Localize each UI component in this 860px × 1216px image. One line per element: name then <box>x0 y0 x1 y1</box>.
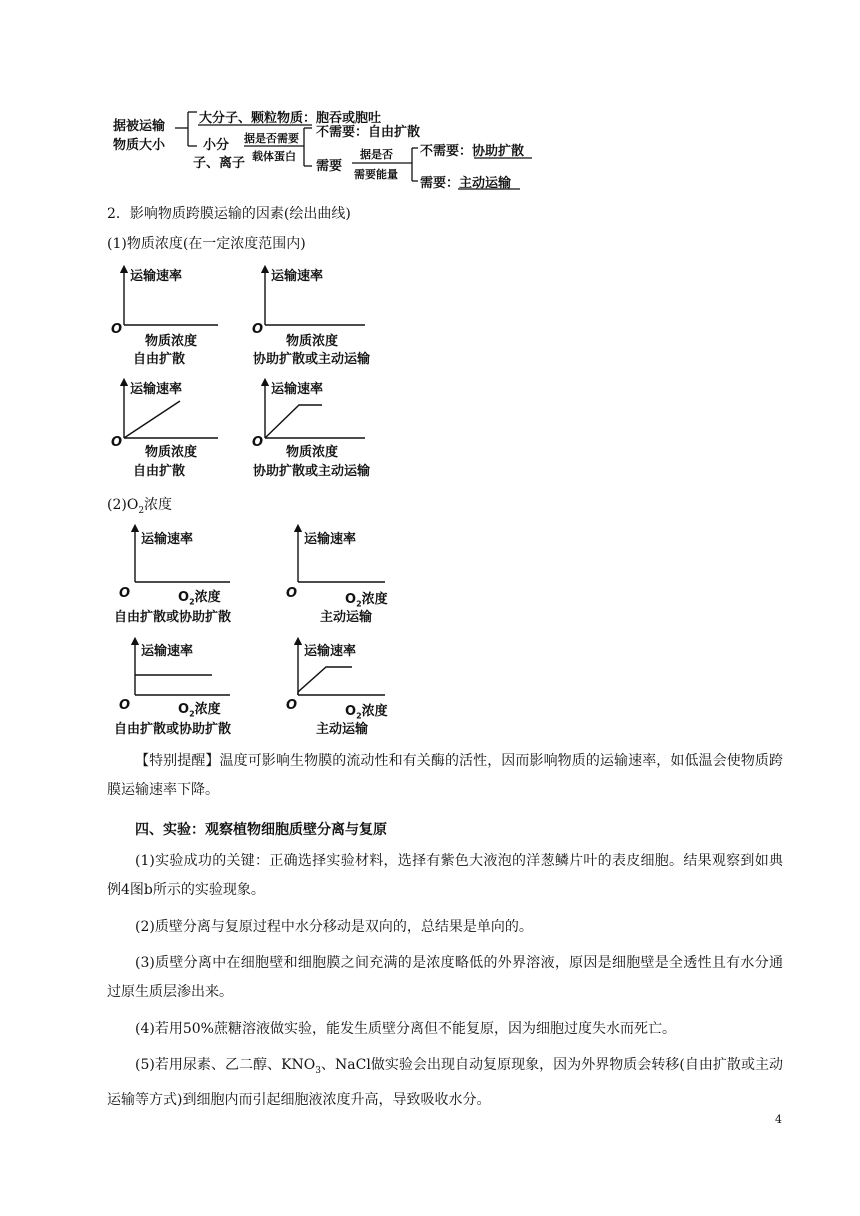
sub2-prefix: (2)O <box>107 497 139 513</box>
graph6-x-sub: 2 <box>356 599 362 609</box>
small-molecule-label-2: 子、离子 <box>193 156 246 171</box>
no-carrier-label <box>316 121 420 140</box>
graph7-x-prefix: O <box>178 702 190 717</box>
graph7-caption: 自由扩散或协助扩散 <box>114 722 232 737</box>
energy-label <box>420 172 511 191</box>
graph7-x-suffix: 浓度 <box>194 702 221 717</box>
diagram-root-label-1: 据被运输 <box>113 119 166 134</box>
no-energy-label <box>420 140 524 159</box>
graph4-caption: 协助扩散或主动运输 <box>253 464 371 479</box>
section-2-heading: 2．影响物质跨膜运输的因素(绘出曲线) <box>107 206 351 222</box>
diagram-root-label-2: 物质大小 <box>113 138 166 153</box>
graph5-x-suffix: 浓度 <box>194 590 221 605</box>
graph8-x-prefix: O <box>345 704 357 719</box>
graph5-x-label <box>178 586 221 607</box>
graph1-origin: O <box>111 322 123 337</box>
graph4-x-label: 物质浓度 <box>286 445 339 460</box>
graph8-y-label: 运输速率 <box>304 644 357 659</box>
page-number: 4 <box>775 1113 782 1126</box>
carrier-question-2: 载体蛋白 <box>252 150 296 163</box>
graph5-y-label: 运输速率 <box>141 532 194 547</box>
small-molecule-label-1: 小分 <box>203 138 230 153</box>
section-2-sub-1: (1)物质浓度(在一定浓度范围内) <box>107 236 306 252</box>
large-molecule-answer: 胞吞或胞吐 <box>316 111 382 126</box>
section-2-sub-2 <box>107 494 172 516</box>
graph1-y-label: 运输速率 <box>130 269 183 284</box>
no-carrier-answer: 自由扩散 <box>368 125 421 140</box>
graph7-x-sub: 2 <box>189 709 195 719</box>
graph6-x-prefix: O <box>345 592 357 607</box>
no-carrier-text: 不需要： <box>316 125 369 140</box>
concentration-graphs <box>0 255 860 485</box>
graph2-y-label: 运输速率 <box>271 269 324 284</box>
graph7-x-label <box>178 698 221 719</box>
graph8-x-suffix: 浓度 <box>361 704 388 719</box>
no-energy-text: 不需要： <box>420 144 473 159</box>
section-4-p2: (2)质壁分离与复原过程中水分移动是双向的，总结果是单向的。 <box>135 919 533 935</box>
section-4-p1: (1)实验成功的关键：正确选择实验材料，选择有紫色大液泡的洋葱鳞片叶的表皮细胞。结果观察到如典例4图b所示的实验现象。 <box>107 853 783 898</box>
section-4-p5 <box>107 1051 783 1115</box>
graph4-y-label: 运输速率 <box>271 382 324 397</box>
p5-part-a: (5)若用尿素、乙二醇、KNO <box>135 1057 316 1073</box>
energy-question-1: 据是否 <box>360 148 393 161</box>
section-4-heading: 四、实验：观察植物细胞质壁分离与复原 <box>135 822 387 838</box>
graph5-caption: 自由扩散或协助扩散 <box>114 610 232 625</box>
no-energy-answer: 协助扩散 <box>472 144 525 159</box>
graph8-x-sub: 2 <box>356 711 362 721</box>
graph8-origin: O <box>286 698 298 713</box>
graph2-origin: O <box>252 322 264 337</box>
graph4-curve <box>265 405 322 438</box>
graph6-origin: O <box>286 586 298 601</box>
need-carrier-label: 需要 <box>316 159 343 174</box>
graph7-origin: O <box>119 698 131 713</box>
large-molecule-text: 大分子、颗粒物质： <box>199 111 317 126</box>
special-reminder: 【特别提醒】温度可影响生物膜的流动性和有关酶的活性，因而影响物质的运输速率，如低温会使物质跨膜运输速率下降。 <box>107 753 783 798</box>
graph8-caption: 主动运输 <box>316 722 369 737</box>
graph8-curve <box>298 667 352 695</box>
graph3-origin: O <box>111 435 123 450</box>
graph6-caption: 主动运输 <box>320 610 373 625</box>
graph6-x-suffix: 浓度 <box>361 592 388 607</box>
p5-subscript: 3 <box>315 1065 321 1076</box>
graph3-caption: 自由扩散 <box>133 464 186 479</box>
energy-text: 需要： <box>420 176 460 191</box>
sub2-subscript: 2 <box>138 505 145 516</box>
graph7-y-label: 运输速率 <box>141 644 194 659</box>
energy-question-2: 需要能量 <box>354 168 398 181</box>
graph2-caption: 协助扩散或主动运输 <box>253 352 371 367</box>
carrier-question-1: 据是否需要 <box>244 132 299 145</box>
graph3-x-label: 物质浓度 <box>145 445 198 460</box>
graph3-curve <box>124 401 180 438</box>
graph1-x-label: 物质浓度 <box>145 334 198 349</box>
graph5-x-prefix: O <box>178 590 190 605</box>
graph2-x-label: 物质浓度 <box>286 334 339 349</box>
graph5-x-sub: 2 <box>189 597 195 607</box>
graph5-origin: O <box>119 586 131 601</box>
graph4-origin: O <box>252 435 264 450</box>
p5-part-b: 、NaCl做实验会出现自动复原现象，因为外界物质会转移(自由扩散或主动运输等方式)到细胞内而引起细胞液浓度升高，导致吸收水分。 <box>107 1057 783 1108</box>
section-4-p4: (4)若用50%蔗糖溶液做实验，能发生质壁分离但不能复原，因为细胞过度失水而死亡。 <box>135 1021 676 1037</box>
graph1-caption: 自由扩散 <box>133 352 186 367</box>
sub2-suffix: 浓度 <box>144 497 173 513</box>
energy-answer: 主动运输 <box>459 176 512 191</box>
section-4-p3: (3)质壁分离中在细胞壁和细胞膜之间充满的是浓度略低的外界溶液，原因是细胞壁是全透性且有水分通过原生质层渗出来。 <box>107 955 783 1000</box>
diagram-brackets <box>0 0 860 200</box>
graph3-y-label: 运输速率 <box>130 382 183 397</box>
graph6-y-label: 运输速率 <box>304 532 357 547</box>
